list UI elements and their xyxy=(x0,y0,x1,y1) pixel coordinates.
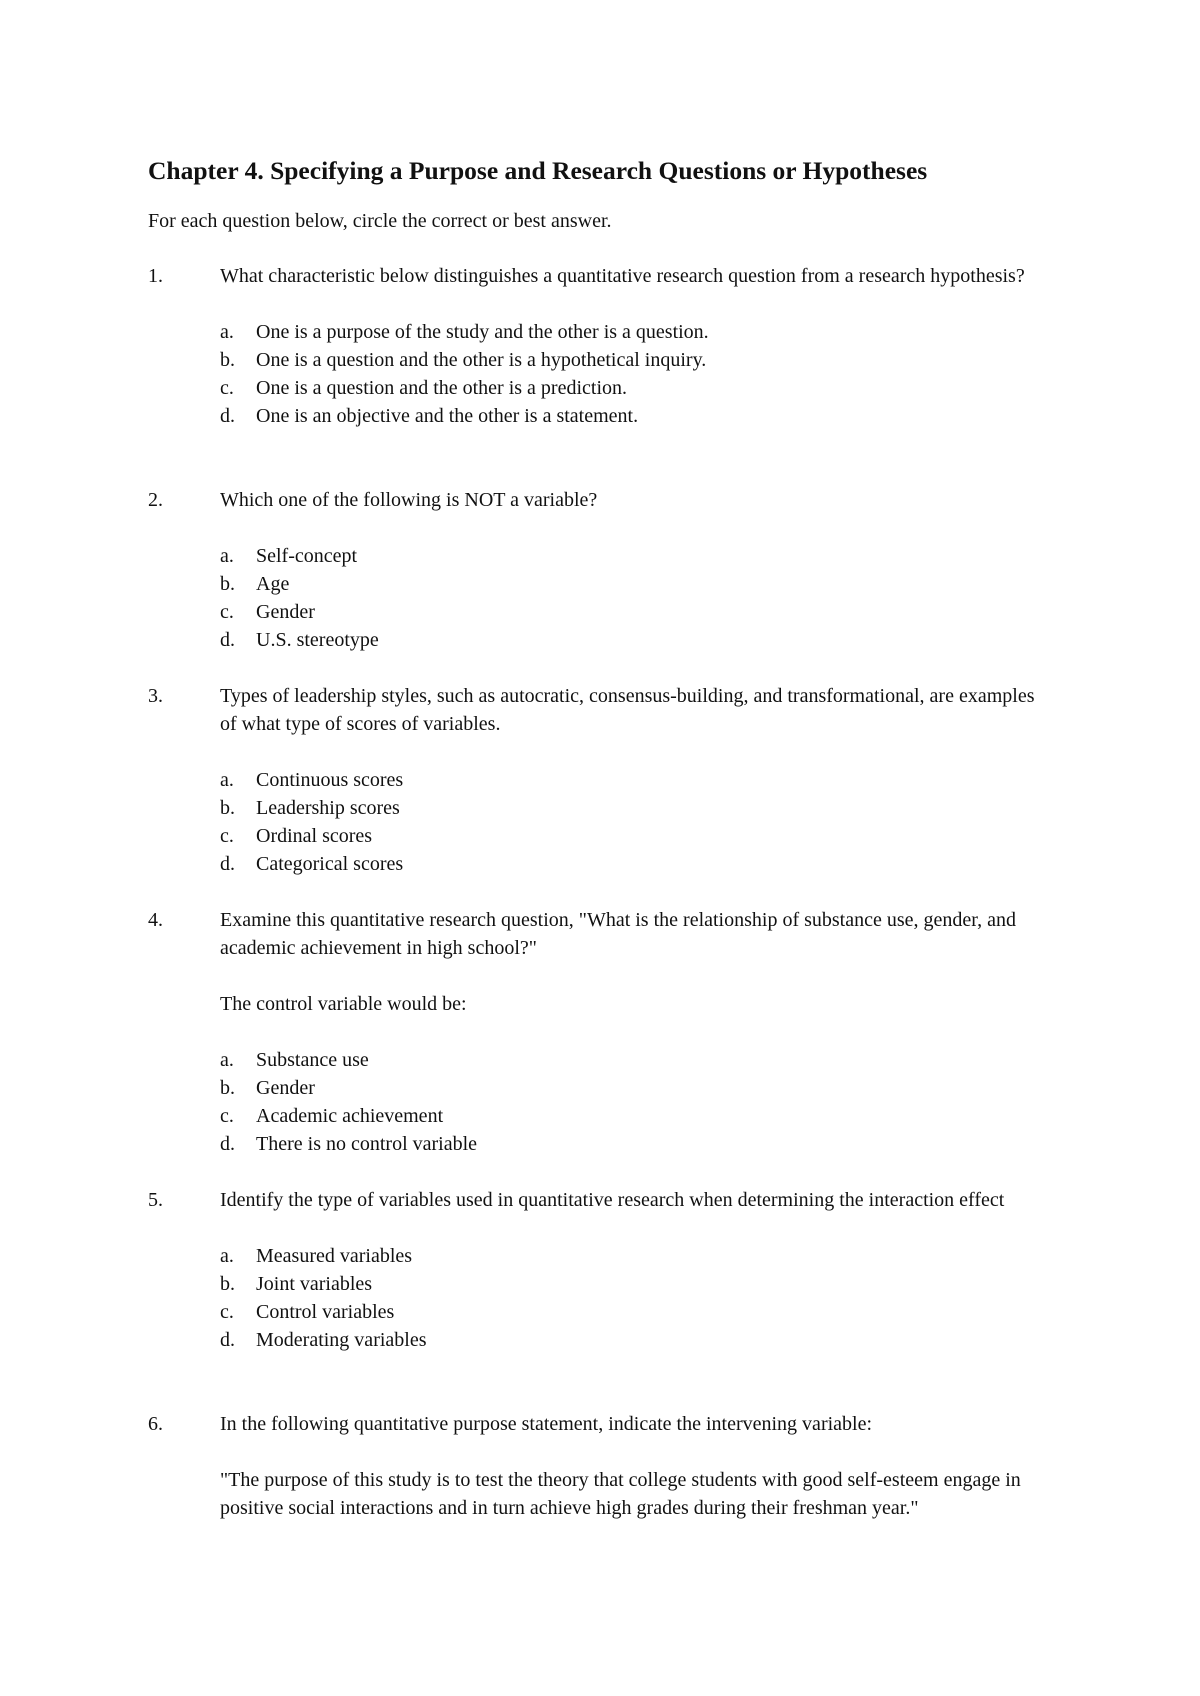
option-text: Moderating variables xyxy=(256,1329,427,1351)
option-letter: d. xyxy=(220,1133,235,1155)
option-a[interactable] xyxy=(220,542,1048,570)
option-b[interactable] xyxy=(220,1270,1048,1298)
option-text: Continuous scores xyxy=(256,769,404,791)
instructions: For each question below, circle the correct or best answer. xyxy=(148,210,612,232)
option-letter: a. xyxy=(220,545,234,567)
option-text: Academic achievement xyxy=(256,1105,444,1127)
option-a[interactable] xyxy=(220,1046,1048,1074)
question-4 xyxy=(148,906,1048,1158)
option-c[interactable] xyxy=(220,374,1048,402)
question-number: 4. xyxy=(148,909,163,931)
option-text: Measured variables xyxy=(256,1245,413,1267)
option-c[interactable] xyxy=(220,1102,1048,1130)
question-text: Types of leadership styles, such as autocratic, consensus-building, and transformational, are examples of what type of scores of variables. xyxy=(220,685,1035,735)
answer-options xyxy=(220,1242,1048,1354)
option-letter: b. xyxy=(220,1077,235,1099)
option-text: U.S. stereotype xyxy=(256,629,379,651)
option-b[interactable] xyxy=(220,794,1048,822)
option-b[interactable] xyxy=(220,346,1048,374)
option-letter: d. xyxy=(220,853,235,875)
option-letter: d. xyxy=(220,405,235,427)
option-a[interactable] xyxy=(220,766,1048,794)
option-letter: b. xyxy=(220,349,235,371)
question-2 xyxy=(148,486,1048,654)
option-letter: d. xyxy=(220,629,235,651)
question-1 xyxy=(148,262,1048,430)
option-text: One is a purpose of the study and the other is a question. xyxy=(256,321,709,343)
option-letter: a. xyxy=(220,769,234,791)
question-text: In the following quantitative purpose statement, indicate the intervening variable: xyxy=(220,1413,873,1435)
option-a[interactable] xyxy=(220,1242,1048,1270)
answer-options xyxy=(220,542,1048,654)
option-c[interactable] xyxy=(220,1298,1048,1326)
option-letter: c. xyxy=(220,601,234,623)
question-number: 1. xyxy=(148,265,163,287)
question-text: Identify the type of variables used in quantitative research when determining the interaction effect xyxy=(220,1189,1005,1211)
option-letter: c. xyxy=(220,377,234,399)
question-3 xyxy=(148,682,1048,878)
question-number: 5. xyxy=(148,1189,163,1211)
option-text: One is a question and the other is a prediction. xyxy=(256,377,628,399)
question-number: 3. xyxy=(148,685,163,707)
option-letter: c. xyxy=(220,1301,234,1323)
option-text: Joint variables xyxy=(256,1273,373,1295)
option-letter: b. xyxy=(220,573,235,595)
option-letter: b. xyxy=(220,797,235,819)
option-d[interactable] xyxy=(220,850,1048,878)
option-b[interactable] xyxy=(220,1074,1048,1102)
option-d[interactable] xyxy=(220,626,1048,654)
option-letter: a. xyxy=(220,321,234,343)
option-text: Leadership scores xyxy=(256,797,400,819)
option-c[interactable] xyxy=(220,822,1048,850)
question-text: Which one of the following is NOT a variable? xyxy=(220,489,598,511)
question-6 xyxy=(148,1410,1048,1522)
option-letter: c. xyxy=(220,1105,234,1127)
question-number: 2. xyxy=(148,489,163,511)
option-text: Gender xyxy=(256,1077,315,1099)
option-text: One is an objective and the other is a statement. xyxy=(256,405,639,427)
option-letter: d. xyxy=(220,1329,235,1351)
option-letter: a. xyxy=(220,1049,234,1071)
option-d[interactable] xyxy=(220,1326,1048,1354)
question-number: 6. xyxy=(148,1413,163,1435)
option-text: Ordinal scores xyxy=(256,825,373,847)
option-text: Gender xyxy=(256,601,315,623)
option-text: Self-concept xyxy=(256,545,358,567)
option-a[interactable] xyxy=(220,318,1048,346)
option-text: Age xyxy=(256,573,290,595)
option-letter: b. xyxy=(220,1273,235,1295)
option-text: Categorical scores xyxy=(256,853,404,875)
option-d[interactable] xyxy=(220,1130,1048,1158)
question-prompt: The control variable would be: xyxy=(220,993,467,1015)
answer-options xyxy=(220,766,1048,878)
page-title: Chapter 4. Specifying a Purpose and Research Questions or Hypotheses xyxy=(148,156,928,185)
option-text: There is no control variable xyxy=(256,1133,478,1155)
answer-options xyxy=(220,318,1048,430)
option-b[interactable] xyxy=(220,570,1048,598)
option-text: Substance use xyxy=(256,1049,369,1071)
question-text: What characteristic below distinguishes a quantitative research question from a research hypothesis? xyxy=(220,265,1025,287)
option-c[interactable] xyxy=(220,598,1048,626)
option-d[interactable] xyxy=(220,402,1048,430)
option-text: Control variables xyxy=(256,1301,395,1323)
answer-options xyxy=(220,1046,1048,1158)
option-letter: c. xyxy=(220,825,234,847)
option-text: One is a question and the other is a hypothetical inquiry. xyxy=(256,349,707,371)
question-5 xyxy=(148,1186,1048,1354)
purpose-statement: "The purpose of this study is to test the theory that college students with good self-esteem engage in positive social interactions and in turn achieve high grades during their freshman year." xyxy=(220,1469,1021,1519)
option-letter: a. xyxy=(220,1245,234,1267)
question-text: Examine this quantitative research question, "What is the relationship of substance use, gender, and academic achievement in high school?" xyxy=(220,909,1017,959)
